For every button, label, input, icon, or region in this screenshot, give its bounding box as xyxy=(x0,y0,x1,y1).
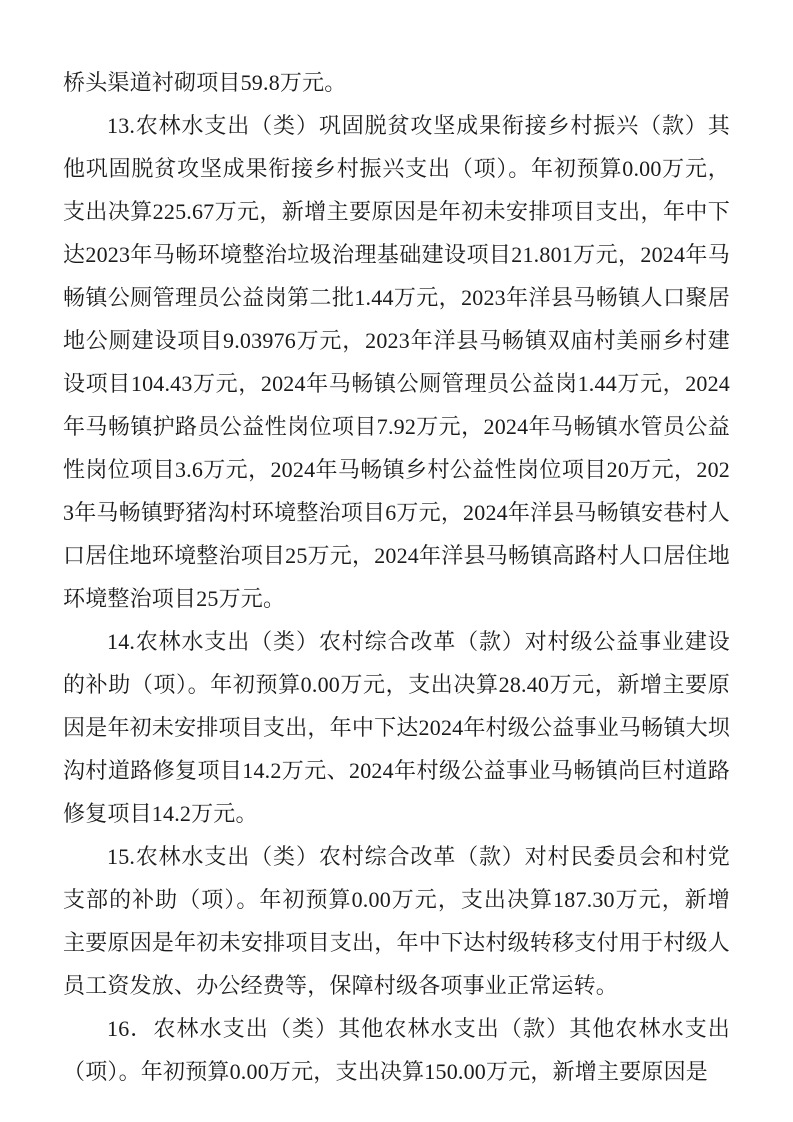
paragraph-item-15: 15.农林水支出（类）农村综合改革（款）对村民委员会和村党支部的补助（项）。年初预算0.00万元，支出决算187.30万元，新增主要原因是年初未安排项目支出，年中下达村级转移支付用于村级人员工资发放、办公经费等，保障村级各项事业正常运转。 xyxy=(63,844,730,998)
paragraph-continuation: 桥头渠道衬砌项目59.8万元。 xyxy=(63,70,347,95)
paragraph-item-14: 14.农林水支出（类）农村综合改革（款）对村级公益事业建设的补助（项）。年初预算0.00万元，支出决算28.40万元，新增主要原因是年初未安排项目支出，年中下达2024年村级公益事业马畅镇大坝沟村道路修复项目14.2万元、2024年村级公益事业马畅镇尚巨村道路修复项目14.2万元。 xyxy=(63,629,730,826)
document-body xyxy=(63,61,730,1093)
paragraph-item-13: 13.农林水支出（类）巩固脱贫攻坚成果衔接乡村振兴（款）其他巩固脱贫攻坚成果衔接乡村振兴支出（项）。年初预算0.00万元，支出决算225.67万元，新增主要原因是年初未安排项目支出，年中下达2023年马畅环境整治垃圾治理基础建设项目21.801万元，2024年马畅镇公厕管理员公益岗第二批1.44万元，2023年洋县马畅镇人口聚居地公厕建设项目9.03976万元，2023年洋县马畅镇双庙村美丽乡村建设项目104.43万元，2024年马畅镇公厕管理员公益岗1.44万元，2024年马畅镇护路员公益性岗位项目7.92万元，2024年马畅镇水管员公益性岗位项目3.6万元，2024年马畅镇乡村公益性岗位项目20万元，2023年马畅镇野猪沟村环境整治项目6万元，2024年洋县马畅镇安巷村人口居住地环境整治项目25万元，2024年洋县马畅镇高路村人口居住地环境整治项目25万元。 xyxy=(63,113,730,611)
paragraph-item-16: 16．农林水支出（类）其他农林水支出（款）其他农林水支出（项）。年初预算0.00万元，支出决算150.00万元，新增主要原因是 xyxy=(63,1016,730,1084)
